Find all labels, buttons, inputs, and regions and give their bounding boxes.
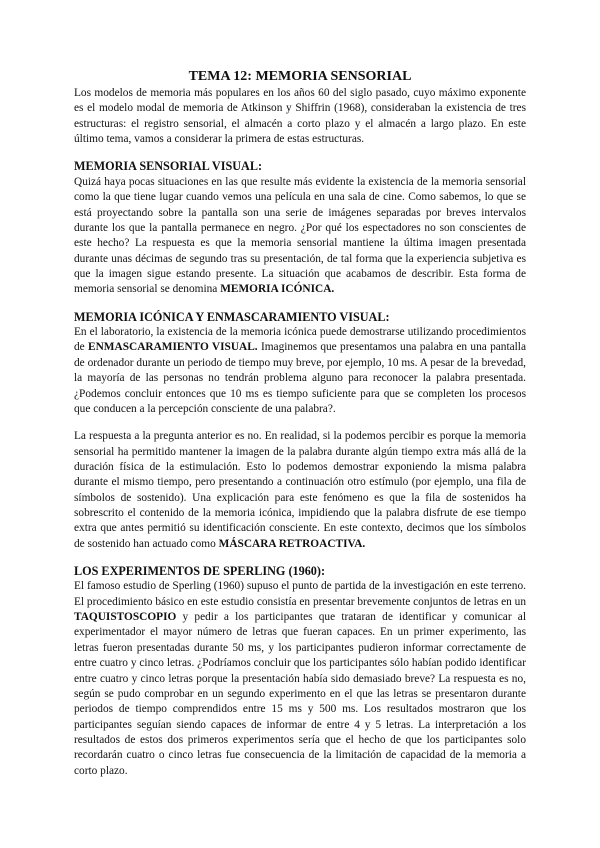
spacer	[74, 417, 526, 429]
paragraph-text: La respuesta a la pregunta anterior es no. En realidad, si la podemos percibir es porque la memoria sensorial ha permitido mantener la imagen de la palabra durante algún tiempo extra más allá de la duración física de la estimulación. Esto lo podemos demostrar exponiendo la misma palabra durante el mismo tiempo, pero presentando a continuación otro estímulo (por ejemplo, una fila de símbolos de sostenido). Una explicación para este fenómeno es que la fila de sostenidos ha sobrescrito el contenido de la memoria icónica, impidiendo que la palabra disfrute de ese tiempo extra que antes permitió su identificación consciente. En este contexto, decimos que los símbolos de sostenido han actuado como	[74, 430, 526, 550]
section-paragraph	[74, 175, 526, 298]
bold-term: MEMORIA ICÓNICA.	[220, 283, 335, 296]
document-page	[74, 68, 526, 779]
paragraph-text: Quizá haya pocas situaciones en las que resulte más evidente la existencia de la memoria sensorial como la que tiene lugar cuando vemos una película en una sala de cine. Como sabemos, lo que se está proyectando sobre la pantalla son una serie de imágenes separadas por breves intervalos durante los que la pantalla permanece en negro. ¿Por qué los espectadores no son conscientes de este hecho? La respuesta es que la memoria sensorial mantiene la última imagen presentada durante unas décimas de segundo tras su presentación, de tal forma que la experiencia subjetiva es que la imagen sigue estando presente. La situación que acabamos de describir. Esta forma de memoria sensorial se denomina	[74, 175, 526, 296]
paragraph-text: En el laboratorio, la existencia de la memoria icónica puede demostrarse utilizando procedimientos de	[74, 326, 526, 354]
section-heading-memoria-iconica: MEMORIA ICÓNICA Y ENMASCARAMIENTO VISUAL:	[74, 309, 390, 324]
paragraph-text: y pedir a los participantes que trataran de identificar y comunicar al experimentador el mayor número de letras que fueran capaces. En un primer experimento, las letras fueron presentadas durante 50 ms, y los participantes pudieron informar correctamente de entre cuatro y cinco letras. ¿Podríamos concluir que los participantes sólo habían podido identificar entre cuatro y cinco letras porque la presentación había sido demasiado breve? La respuesta es no, según se pudo comprobar en un segundo experimento en el que las letras se presentaron durante periodos de tiempo comprendidos entre 15 ms y 500 ms. Los resultados mostraron que los participantes seguían siendo capaces de informar de entre 4 y 5 letras. La interpretación a los resultados de estos dos primeros experimentos sería que el hecho de que los participantes solo recordarán cuatro o cinco letras fue consecuencia de la limitación de capacidad de la memoria a corto plazo.	[74, 611, 526, 777]
spacer	[74, 298, 526, 310]
spacer	[74, 552, 526, 564]
bold-term: MÁSCARA RETROACTIVA.	[218, 537, 366, 550]
bold-term: TAQUISTOSCOPIO	[74, 611, 177, 624]
section-heading-sperling: LOS EXPERIMENTOS DE SPERLING (1960):	[74, 563, 326, 578]
spacer	[74, 147, 526, 159]
paragraph-text: Imaginemos que presentamos una palabra en una pantalla de ordenador durante un periodo de tiempo muy breve, por ejemplo, 10 ms. A pesar de la brevedad, la mayoría de las personas no tendrán problema alguno para reconocer la palabra presentada. ¿Podemos concluir entonces que 10 ms es tiempo suficiente para que se completen los procesos que conducen a la percepción consciente de una palabra?.	[74, 341, 526, 415]
section-paragraph	[74, 325, 526, 417]
paragraph-text: El famoso estudio de Sperling (1960) supuso el punto de partida de la investigación en este terreno. El procedimiento básico en este estudio consistía en presentar brevemente conjuntos de letras en un	[74, 580, 526, 608]
bold-term: ENMASCARAMIENTO VISUAL.	[88, 341, 258, 354]
intro-paragraph: Los modelos de memoria más populares en los años 60 del siglo pasado, cuyo máximo exponente es el modelo modal de memoria de Atkinson y Shiffrin (1968), consideraban la existencia de tres estructuras: el registro sensorial, el almacén a corto plazo y el almacén a largo plazo. En este último tema, vamos a considerar la primera de estas estructuras.	[74, 87, 526, 146]
section-paragraph	[74, 429, 526, 552]
section-heading-memoria-sensorial-visual: MEMORIA SENSORIAL VISUAL:	[74, 159, 263, 174]
page-title: TEMA 12: MEMORIA SENSORIAL	[188, 69, 412, 84]
section-paragraph	[74, 579, 526, 778]
